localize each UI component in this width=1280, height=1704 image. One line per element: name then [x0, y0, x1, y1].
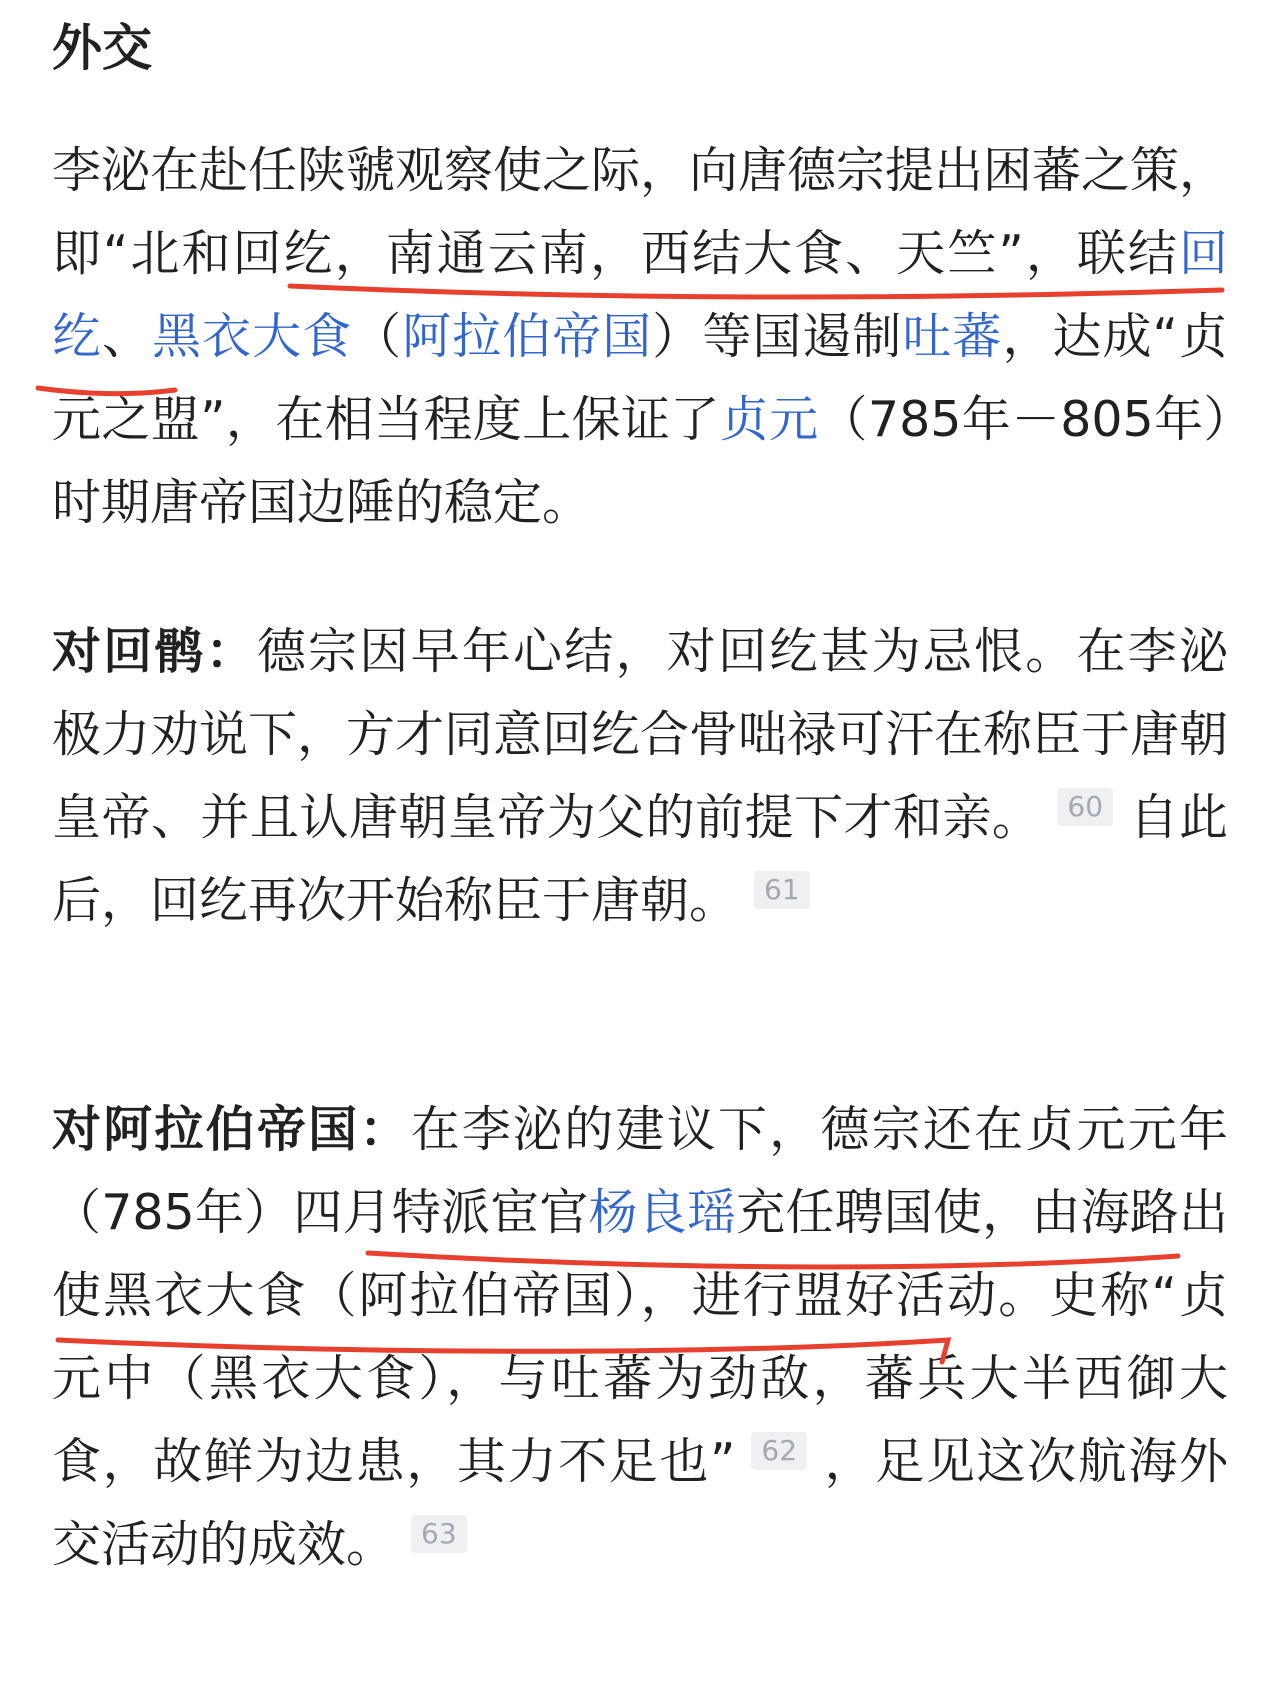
reference-62[interactable]: 62: [751, 1432, 807, 1470]
link-heiyi-dashi[interactable]: 黑衣大食: [152, 308, 353, 365]
text: 德宗因早年心结，对回纥甚为忌恨。在李泌极力劝说下，方才同意回纥合骨咄禄可汗在称臣于唐朝皇帝、并且认唐朝皇帝为父的前提下才和亲。: [52, 623, 1229, 846]
text: 、: [102, 308, 153, 365]
text: 充任聘国使，由海路出使黑衣大食（阿拉伯帝国），进行盟好活动。史称“贞元中（黑衣大食），与吐蕃为劲敌，蕃兵大半西御大食，故鲜为边患，其力不足也”: [52, 1184, 1228, 1490]
link-zhenyuan[interactable]: 贞元: [719, 391, 819, 448]
link-tubo[interactable]: 吐蕃: [902, 308, 1003, 365]
paragraph-arab-empire: [52, 1088, 1228, 1586]
reference-61[interactable]: 61: [754, 871, 810, 909]
text: （785年－805年）时期唐帝国边陲的稳定。: [52, 391, 1228, 531]
link-yang-liangyao[interactable]: 杨良瑶: [588, 1184, 737, 1241]
reference-63[interactable]: 63: [411, 1515, 467, 1553]
paragraph-lead: 对回鹘：: [52, 623, 257, 680]
section-heading: 外交: [52, 19, 152, 77]
text: ）等国遏制: [652, 308, 903, 365]
paragraph-uyghur: [52, 610, 1228, 942]
paragraph-lead: 对阿拉伯帝国：: [52, 1101, 411, 1158]
text: ，足见这次航海外交活动的成效。: [52, 1433, 1228, 1573]
text: 在李泌的建议下，德宗还在贞元元年（785年）四月特派宦官: [52, 1101, 1228, 1241]
text: （: [352, 308, 403, 365]
text: ，达成“贞元之盟”，在相当程度上保证了: [52, 308, 1228, 448]
link-arab-empire[interactable]: 阿拉伯帝国: [402, 308, 653, 365]
reference-60[interactable]: 60: [1057, 788, 1113, 826]
paragraph-strategy: [52, 129, 1228, 544]
link-huihe[interactable]: 回纥: [52, 225, 1228, 365]
text: 李泌在赴任陕虢观察使之际，向唐德宗提出困蕃之策，即“北和回纥，南通云南，西结大食、天竺”，联结: [52, 142, 1229, 282]
text: 自此后，回纥再次开始称臣于唐朝。: [52, 789, 1228, 929]
